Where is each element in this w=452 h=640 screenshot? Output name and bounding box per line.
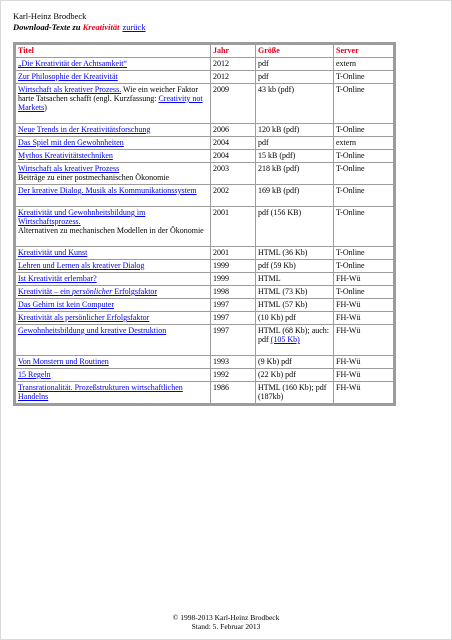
row-server: T-Online (334, 260, 393, 272)
row-year: 2012 (211, 58, 255, 70)
row-server: extern (334, 137, 393, 149)
table-row (16, 312, 393, 324)
table-row (16, 273, 393, 285)
table-row (16, 163, 393, 184)
row-server: FH-Wü (334, 312, 393, 324)
download-link[interactable]: Von Monstern und Routinen (18, 357, 109, 366)
download-link[interactable]: Das Gehirn ist kein Computer (18, 300, 114, 309)
row-title-cell (16, 124, 210, 136)
row-server: T-Online (334, 163, 393, 184)
table-row (16, 124, 393, 136)
download-link[interactable]: Wirtschaft als kreativer Prozess. (18, 85, 122, 94)
row-size: HTML (256, 273, 333, 285)
row-server: FH-Wü (334, 369, 393, 381)
row-title-cell (16, 312, 210, 324)
download-link[interactable]: Kreativität und Kunst (18, 248, 88, 257)
subtitle-highlight: Kreativität (82, 22, 120, 32)
pdf-link[interactable]: (105 Kb) (270, 335, 300, 344)
table-row (16, 84, 393, 123)
row-year: 1993 (211, 356, 255, 368)
table-row (16, 58, 393, 70)
row-size: 169 kB (pdf) (256, 185, 333, 206)
row-server: T-Online (334, 71, 393, 83)
row-server: FH-Wü (334, 325, 393, 355)
row-title-cell (16, 247, 210, 259)
download-link[interactable]: 15 Regeln (18, 370, 51, 379)
row-size: pdf (256, 71, 333, 83)
row-note: Beiträge zu einer postmechanischen Ökonomie (18, 173, 170, 182)
downloads-table (15, 44, 394, 404)
row-title-cell (16, 369, 210, 381)
row-note-end: ) (44, 103, 47, 112)
row-year: 1997 (211, 299, 255, 311)
table-row (16, 356, 393, 368)
footer-date: Stand: 5. Februar 2013 (191, 622, 261, 631)
row-server: T-Online (334, 84, 393, 123)
col-header-size: Größe (256, 45, 333, 57)
row-size: pdf (256, 137, 333, 149)
download-link[interactable]: „Die Kreativität der Achtsamkeit“ (18, 59, 128, 68)
table-row (16, 247, 393, 259)
row-year: 2002 (211, 185, 255, 206)
row-server: T-Online (334, 124, 393, 136)
row-year: 2001 (211, 207, 255, 246)
author-name: Karl-Heinz Brodbeck (13, 11, 87, 21)
row-year: 1992 (211, 369, 255, 381)
row-year: 1986 (211, 382, 255, 403)
row-title-cell (16, 286, 210, 298)
table-row (16, 137, 393, 149)
page-subtitle (13, 22, 146, 32)
row-size: HTML (36 Kb) (256, 247, 333, 259)
table-row (16, 286, 393, 298)
row-size: 120 kB (pdf) (256, 124, 333, 136)
row-size: 15 kB (pdf) (256, 150, 333, 162)
table-row (16, 299, 393, 311)
table-row (16, 71, 393, 83)
row-size: HTML (73 Kb) (256, 286, 333, 298)
row-year: 2006 (211, 124, 255, 136)
download-link[interactable]: Ist Kreativität erlernbar? (18, 274, 97, 283)
row-size: pdf (156 KB) (256, 207, 333, 246)
col-header-year: Jahr (211, 45, 255, 57)
footer-copyright: © 1998-2013 Karl-Heinz Brodbeck (172, 613, 280, 622)
download-link[interactable]: Wirtschaft als kreativer Prozess (18, 164, 120, 173)
row-year: 2009 (211, 84, 255, 123)
table-row (16, 207, 393, 246)
table-row (16, 260, 393, 272)
row-server: T-Online (334, 286, 393, 298)
row-year: 2012 (211, 71, 255, 83)
table-row (16, 369, 393, 381)
row-server: T-Online (334, 207, 393, 246)
row-title-cell (16, 150, 210, 162)
row-server: T-Online (334, 247, 393, 259)
table-row (16, 150, 393, 162)
row-server: FH-Wü (334, 382, 393, 403)
download-link[interactable]: Das Spiel mit den Gewohnheiten (18, 138, 124, 147)
table-row (16, 382, 393, 403)
row-server: FH-Wü (334, 356, 393, 368)
row-size-cell (256, 325, 333, 355)
row-title-cell (16, 382, 210, 403)
english-summary-link[interactable]: Creativity not Markets (18, 94, 203, 112)
row-size: pdf (256, 58, 333, 70)
row-year: 2004 (211, 137, 255, 149)
row-year: 2003 (211, 163, 255, 184)
row-note: Wie ein weicher Faktor harte Tatsachen schafft (engl. Kurzfassung: (18, 85, 199, 103)
download-link[interactable]: Der kreative Dialog. Musik als Kommunikationssystem (18, 186, 197, 195)
row-title-cell (16, 58, 210, 70)
download-link[interactable]: Zur Philosophie der Kreativität (18, 72, 118, 81)
row-title-cell (16, 84, 210, 123)
row-server: T-Online (334, 185, 393, 206)
title-part: Erfolgsfaktor (112, 287, 158, 296)
download-link[interactable]: Neue Trends in der Kreativitätsforschung (18, 125, 151, 134)
download-link[interactable]: Gewohnheitsbildung und kreative Destruktion (18, 326, 167, 335)
row-title-cell (16, 273, 210, 285)
table-header-row (16, 45, 393, 57)
row-year: 1999 (211, 260, 255, 272)
table-row (16, 185, 393, 206)
row-size: HTML (68 Kb); auch: pdf (258, 326, 330, 344)
row-title-cell (16, 137, 210, 149)
row-size: pdf (59 Kb) (256, 260, 333, 272)
title-emphasis: persönlicher (71, 287, 113, 296)
row-year: 1999 (211, 273, 255, 285)
download-link[interactable]: Kreativität als persönlicher Erfolgsfaktor (18, 313, 150, 322)
subtitle-prefix: Download-Texte zu (13, 22, 83, 32)
row-server: T-Online (334, 150, 393, 162)
col-header-server: Server (334, 45, 393, 57)
row-size: HTML (57 Kb) (256, 299, 333, 311)
row-title-cell (16, 299, 210, 311)
row-note: Alternativen zu mechanischen Modellen in der Ökonomie (18, 226, 204, 235)
back-link[interactable]: zurück (122, 22, 146, 32)
row-size: 218 kB (pdf) (256, 163, 333, 184)
row-title-cell (16, 260, 210, 272)
row-title-cell (16, 185, 210, 206)
row-title-cell (16, 356, 210, 368)
download-link[interactable]: Kreativität und Gewohnheitsbildung im Wirtschaftsprozess. (18, 208, 146, 226)
row-title-cell (16, 71, 210, 83)
title-part: Kreativität – ein (18, 287, 72, 296)
row-year: 1997 (211, 312, 255, 324)
download-link[interactable]: Lehren und Lernen als kreativer Dialog (18, 261, 145, 270)
downloads-table-frame (13, 42, 396, 406)
row-size: 43 kb (pdf) (256, 84, 333, 123)
row-server: FH-Wü (334, 299, 393, 311)
row-size: (22 Kb) pdf (256, 369, 333, 381)
row-title-cell (16, 207, 210, 246)
download-link[interactable]: Transrationalität. Prozeßstrukturen wirtschaftlichen Handelns (18, 383, 183, 401)
row-year: 2001 (211, 247, 255, 259)
row-year: 2004 (211, 150, 255, 162)
row-year: 1998 (211, 286, 255, 298)
row-server: extern (334, 58, 393, 70)
download-link[interactable]: Mythos Kreativitätstechniken (18, 151, 113, 160)
row-year: 1997 (211, 325, 255, 355)
row-size: (10 Kb) pdf (256, 312, 333, 324)
table-row (16, 325, 393, 355)
row-size: (9 Kb) pdf (256, 356, 333, 368)
download-link[interactable] (18, 287, 157, 296)
col-header-title: Titel (16, 45, 210, 57)
row-server: FH-Wü (334, 273, 393, 285)
row-title-cell (16, 325, 210, 355)
row-title-cell (16, 163, 210, 184)
row-size: HTML (160 Kb); pdf (187kb) (256, 382, 333, 403)
